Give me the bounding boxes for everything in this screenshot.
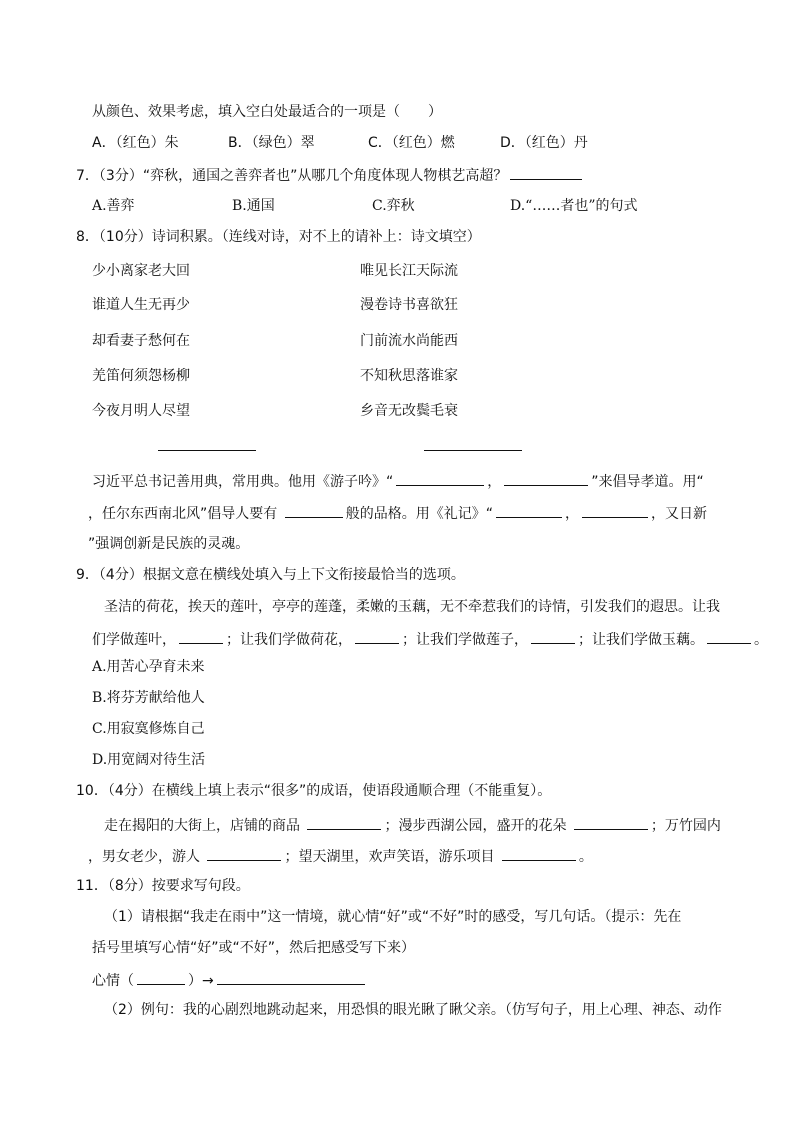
question-11-stem: 11．（8分）按要求写句段。 <box>76 878 250 894</box>
answer-blank[interactable] <box>531 629 575 644</box>
question-6-stem: 从颜色、效果考虑，填入空白处最适合的一项是（ ） <box>92 104 442 120</box>
question-8-stem: 8．（10分）诗词积累。（连线对诗，对不上的请补上：诗文填空） <box>76 229 481 245</box>
q7-option-b: B.通国 <box>232 198 275 214</box>
poem-left-line: 羌笛何须怨杨柳 <box>92 368 190 384</box>
answer-blank[interactable] <box>504 471 588 486</box>
question-10-stem: 10．（4分）在横线上填上表示“很多”的成语，使语段通顺合理（不能重复）。 <box>76 783 552 799</box>
q11-part-1-line-2: 括号里填写心情“好”或“不好”，然后把感受写下来） <box>92 940 416 956</box>
answer-blank[interactable] <box>307 815 381 830</box>
poem-left-line: 却看妻子愁何在 <box>92 333 190 349</box>
poem-right-line: 唯见长江天际流 <box>360 263 458 279</box>
q11-mood-line: 心情（ ）→ <box>92 970 368 990</box>
question-7-stem: 7．（3分）“弈秋，通国之善弈者也”从哪几个角度体现人物棋艺高超？ <box>76 165 585 185</box>
q9-option-b: B.将芬芳献给他人 <box>92 690 205 706</box>
q7-option-c: C.弈秋 <box>372 198 415 214</box>
q7-option-d: D.“……者也”的句式 <box>510 198 638 214</box>
answer-blank[interactable] <box>707 629 751 644</box>
answer-blank[interactable] <box>179 629 223 644</box>
q10-paragraph-line-1: 走在揭阳的大街上，店铺的商品 ；漫步西湖公园，盛开的花朵 ；万竹园内 <box>104 815 721 835</box>
question-9-stem: 9．（4分）根据文意在横线处填入与上下文衔接最恰当的选项。 <box>76 567 465 583</box>
q8-paragraph-line-2: ，任尔东西南北风”倡导人要有 般的品格。用《礼记》“ ， ，又日新 <box>88 503 707 523</box>
q9-option-c: C.用寂寞修炼自己 <box>92 721 205 737</box>
poem-right-line: 乡音无改鬓毛衰 <box>360 403 458 419</box>
answer-blank[interactable] <box>285 503 343 518</box>
q8-paragraph-line-1: 习近平总书记善用典，常用典。他用《游子吟》“ ， ”来倡导孝道。用“ <box>92 471 704 491</box>
poem-right-line: 门前流水尚能西 <box>360 333 458 349</box>
feeling-blank[interactable] <box>217 970 365 985</box>
answer-blank[interactable] <box>496 503 562 518</box>
q9-paragraph-line-2: 们学做莲叶， ；让我们学做荷花， ；让我们学做莲子， ；让我们学做玉藕。 。 <box>92 629 768 649</box>
q8-paragraph-line-3: ”强调创新是民族的灵魂。 <box>88 536 250 552</box>
answer-blank[interactable] <box>502 846 576 861</box>
poem-right-line: 不知秋思落谁家 <box>360 368 458 384</box>
q6-option-d: D．（红色）丹 <box>500 135 588 151</box>
poem-fill-blank-right[interactable] <box>424 450 522 451</box>
q6-option-a: A．（红色）朱 <box>92 135 179 151</box>
q11-part-2-line-1: （2）例句：我的心剧烈地跳动起来，用恐惧的眼光瞅了瞅父亲。（仿写句子，用上心理、神态、动作 <box>104 1002 722 1018</box>
answer-blank[interactable] <box>355 629 399 644</box>
answer-blank[interactable] <box>582 503 648 518</box>
answer-blank[interactable] <box>207 846 281 861</box>
answer-blank[interactable] <box>396 471 484 486</box>
q6-option-c: C．（红色）燃 <box>368 135 455 151</box>
q11-part-1-line-1: （1）请根据“我走在雨中”这一情境，就心情“好”或“不好”时的感受，写几句话。（提示：先在 <box>104 909 682 925</box>
poem-left-line: 少小离家老大回 <box>92 263 190 279</box>
answer-blank[interactable] <box>510 165 582 180</box>
q9-option-d: D.用宽阔对待生活 <box>92 752 206 768</box>
poem-fill-blank-left[interactable] <box>158 450 256 451</box>
mood-blank[interactable] <box>137 970 185 985</box>
q10-paragraph-line-2: ，男女老少，游人 ；望天湖里，欢声笑语，游乐项目 。 <box>88 846 593 866</box>
q9-paragraph-line-1: 圣洁的荷花，挨天的莲叶，亭亭的莲蓬，柔嫩的玉藕，无不牵惹我们的诗情，引发我们的遐思。让我 <box>104 599 720 615</box>
q7-option-a: A.善弈 <box>92 198 135 214</box>
q9-option-a: A.用苦心孕育未来 <box>92 659 205 675</box>
poem-right-line: 漫卷诗书喜欲狂 <box>360 297 458 313</box>
answer-blank[interactable] <box>574 815 648 830</box>
poem-left-line: 谁道人生无再少 <box>92 297 190 313</box>
poem-left-line: 今夜月明人尽望 <box>92 403 190 419</box>
q6-option-b: B．（绿色）翠 <box>228 135 315 151</box>
